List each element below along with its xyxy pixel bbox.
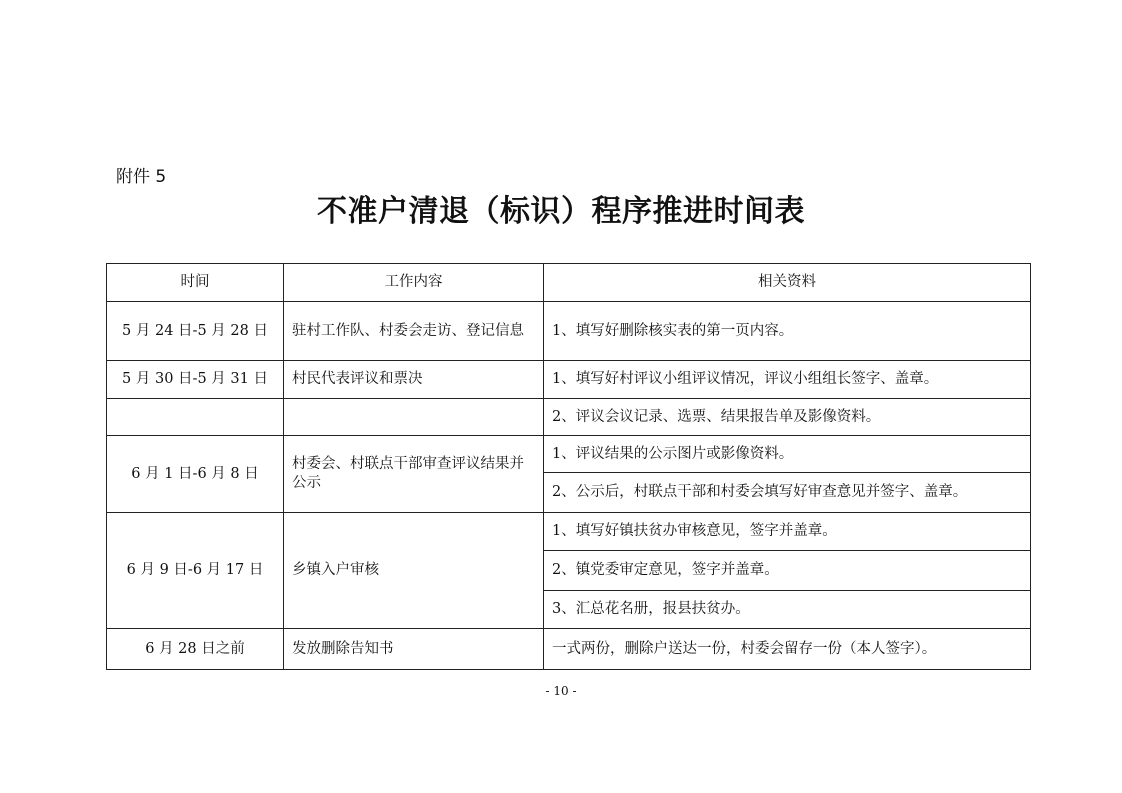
cell-material: 2、公示后，村联点干部和村委会填写好审查意见并签字、盖章。 (544, 473, 1031, 513)
cell-material: 1、填写好村评议小组评议情况，评议小组组长签字、盖章。 (544, 361, 1031, 399)
table-row (107, 399, 1031, 436)
cell-work: 发放删除告知书 (284, 629, 544, 670)
cell-work: 驻村工作队、村委会走访、登记信息 (284, 302, 544, 361)
table-row (107, 361, 1031, 399)
cell-time: 5 月 30 日-5 月 31 日 (107, 361, 284, 399)
cell-material: 2、评议会议记录、选票、结果报告单及影像资料。 (544, 399, 1031, 436)
table-row (107, 302, 1031, 361)
cell-material: 1、评议结果的公示图片或影像资料。 (544, 436, 1031, 473)
cell-material: 1、填写好镇扶贫办审核意见，签字并盖章。 (544, 513, 1031, 551)
cell-time (107, 399, 284, 436)
cell-material: 一式两份，删除户送达一份，村委会留存一份（本人签字）。 (544, 629, 1031, 670)
cell-material: 3、汇总花名册，报县扶贫办。 (544, 591, 1031, 629)
cell-work: 村民代表评议和票决 (284, 361, 544, 399)
header-time: 时间 (107, 264, 284, 302)
cell-material: 2、镇党委审定意见，签字并盖章。 (544, 551, 1031, 591)
table-row (107, 436, 1031, 473)
table-row (107, 629, 1031, 670)
page-number: - 10 - (545, 684, 577, 698)
schedule-table (106, 263, 1031, 670)
cell-time: 6 月 9 日-6 月 17 日 (107, 513, 284, 629)
header-materials: 相关资料 (544, 264, 1031, 302)
cell-work (284, 399, 544, 436)
cell-work: 乡镇入户审核 (284, 513, 544, 629)
cell-time: 5 月 24 日-5 月 28 日 (107, 302, 284, 361)
header-work: 工作内容 (284, 264, 544, 302)
table-row (107, 513, 1031, 551)
cell-work: 村委会、村联点干部审查评议结果并公示 (284, 436, 544, 513)
cell-material: 1、填写好删除核实表的第一页内容。 (544, 302, 1031, 361)
attachment-label: 附件 5 (116, 167, 167, 187)
cell-time: 6 月 1 日-6 月 8 日 (107, 436, 284, 513)
table-header-row (107, 264, 1031, 302)
cell-time: 6 月 28 日之前 (107, 629, 284, 670)
document-title: 不准户清退（标识）程序推进时间表 (317, 194, 805, 229)
